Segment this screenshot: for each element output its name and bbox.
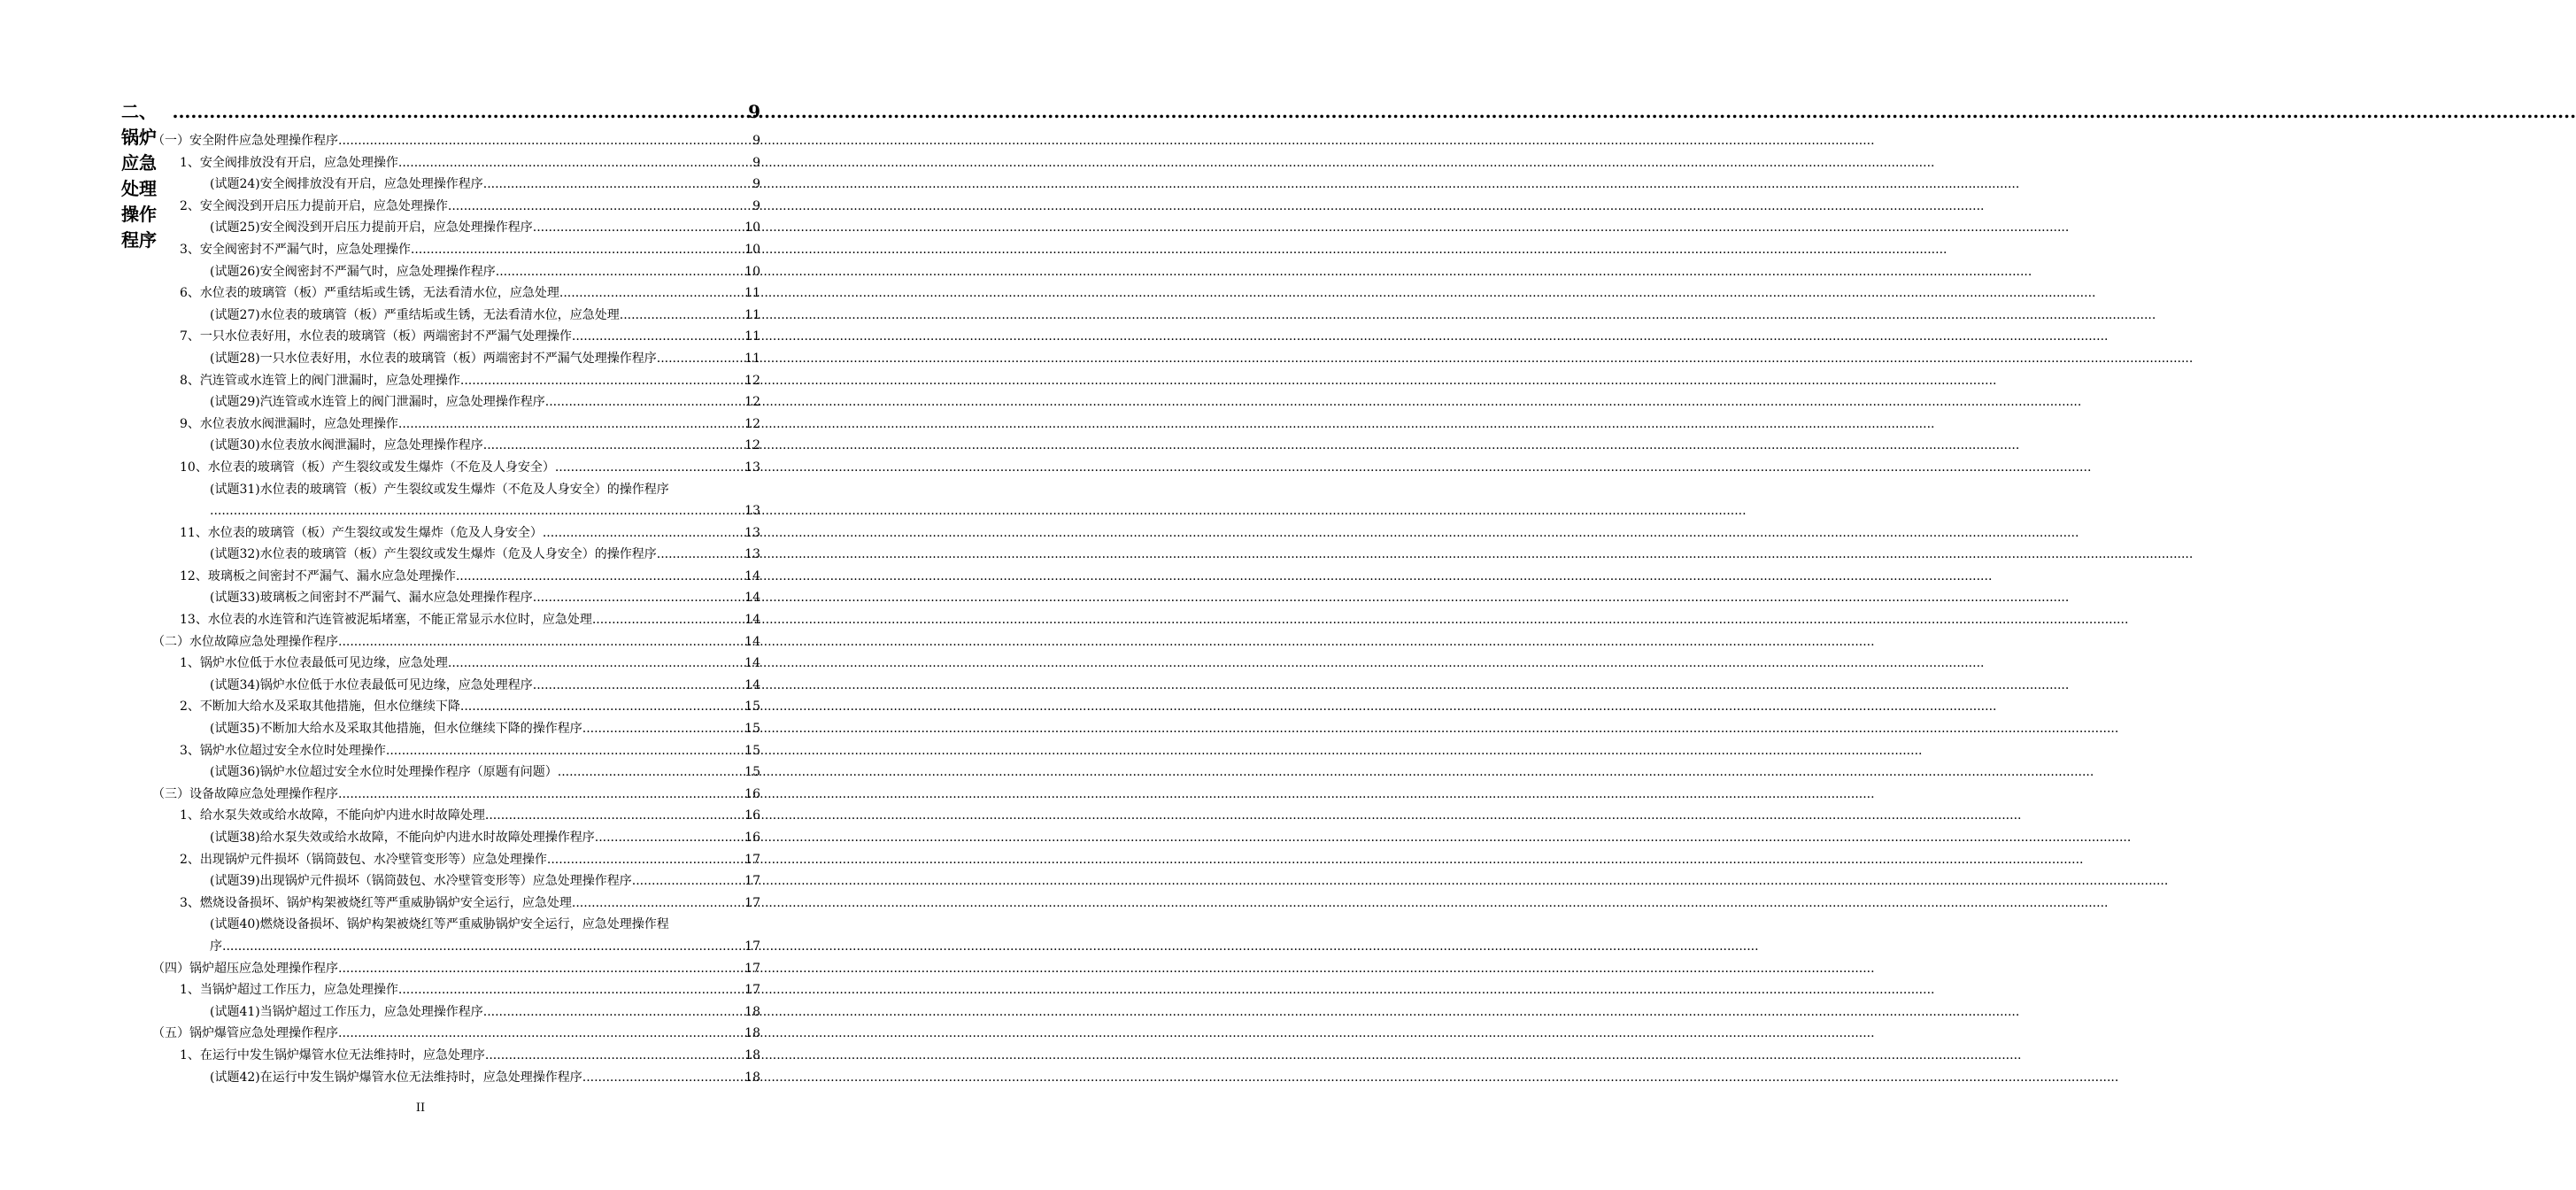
toc-entry-page: 17: [744, 874, 760, 889]
toc-leader-dots: [533, 675, 744, 697]
toc-heading-title: 二、锅炉应急处理操作程序: [121, 101, 157, 251]
toc-leader-dots: [545, 391, 744, 413]
toc-entry-title: (试题34)锅炉水位低于水位表最低可见边缘，应急处理程序: [210, 677, 533, 692]
toc-leader-dots: [456, 566, 744, 588]
toc-entry-page: 18: [744, 1004, 760, 1019]
toc-leader-dots: [448, 196, 752, 218]
toc-entry-title: (试题27)水位表的玻璃管（板）严重结垢或生锈，无法看清水位，应急处理: [210, 307, 620, 322]
toc-entry[interactable]: [0, 174, 760, 196]
toc-entry-page: 16: [744, 831, 760, 845]
toc-leader-dots: [448, 653, 744, 675]
toc-entry-title: （二）水位故障应急处理操作程序: [152, 634, 338, 649]
toc-entry-title: (试题39)出现锅炉元件损坏（锅筒鼓包、水冷壁管变形等）应急处理操作程序: [210, 874, 632, 889]
toc-entry-title: (试题35)不断加大给水及采取其他措施，但水位继续下降的操作程序: [210, 722, 582, 737]
toc-entry-page: 12: [744, 438, 760, 453]
toc-leader-dots: [657, 544, 744, 566]
toc-entry-page: 11: [744, 329, 760, 344]
toc-leader-dots: [222, 936, 744, 958]
toc-entry[interactable]: [0, 239, 760, 261]
toc-entry-title: 1、给水泵失效或给水故障，不能向炉内进水时故障处理: [180, 808, 485, 823]
toc-entry-title: （三）设备故障应急处理操作程序: [152, 786, 338, 801]
toc-entry-title: 13、水位表的水连管和汽连管被泥垢堵塞，不能正常显示水位时，应急处理: [180, 613, 592, 628]
toc-entry[interactable]: [0, 326, 760, 348]
toc-leader-dots: [558, 761, 744, 784]
toc-entry[interactable]: [0, 305, 760, 327]
toc-entry-page: 9: [752, 198, 760, 213]
toc-entry[interactable]: [0, 718, 760, 740]
toc-entry[interactable]: [0, 936, 760, 958]
toc-leader-dots: [460, 696, 744, 718]
toc-entry[interactable]: [0, 479, 760, 501]
toc-entry-page: 14: [744, 568, 760, 583]
toc-entry-page: 11: [744, 286, 760, 301]
toc-entry[interactable]: [0, 958, 760, 980]
toc-leader-dots: [483, 435, 744, 457]
toc-entry-page: 14: [744, 634, 760, 649]
toc-entry[interactable]: [0, 805, 760, 827]
toc-entry-title: (试题41)当锅炉超过工作压力，应急处理操作程序: [210, 1004, 483, 1019]
toc-entry[interactable]: [0, 784, 760, 806]
toc-entry-page: 16: [744, 786, 760, 801]
toc-entry-page: 15: [744, 743, 760, 758]
toc-leader-dots: [411, 239, 744, 261]
toc-entry[interactable]: [0, 696, 760, 718]
toc-entry[interactable]: [0, 566, 760, 588]
toc-entry-title: (试题26)安全阀密封不严漏气时，应急处理操作程序: [210, 264, 496, 279]
toc-leader-dots: [398, 979, 744, 1001]
toc-entry-title: (试题25)安全阀没到开启压力提前开启，应急处理操作程序: [210, 220, 533, 236]
toc-entry-title: 6、水位表的玻璃管（板）严重结垢或生锈，无法看清水位，应急处理: [180, 286, 559, 301]
toc-entry-page: 15: [744, 699, 760, 715]
toc-entry-page: 13: [744, 504, 760, 519]
toc-entry[interactable]: [0, 152, 760, 174]
toc-entry-title: 2、安全阀没到开启压力提前开启，应急处理操作: [180, 198, 448, 213]
toc-entry[interactable]: [0, 391, 760, 413]
toc-entry[interactable]: [0, 435, 760, 457]
toc-entry-page: 9: [752, 155, 760, 170]
toc-entry[interactable]: [0, 348, 760, 370]
toc-leader-dots: [485, 1045, 744, 1067]
toc-entry[interactable]: [0, 761, 760, 784]
toc-entry-title: (试题28)一只水位表好用，水位表的玻璃管（板）两端密封不严漏气处理操作程序: [210, 351, 657, 366]
toc-leader-dots: [657, 348, 744, 370]
page-number-footer: II: [415, 1101, 426, 1115]
toc-entry-title: 3、燃烧设备损坏、锅炉构架被烧红等严重威胁锅炉安全运行，应急处理: [180, 895, 572, 910]
toc-entry-page: 11: [744, 351, 760, 366]
toc-entry-title: （一）安全附件应急处理操作程序: [152, 134, 338, 148]
toc-heading-page: 9: [748, 101, 760, 122]
toc-entry[interactable]: [0, 979, 760, 1001]
toc-entry-title: 2、出现锅炉元件损坏（锅筒鼓包、水冷壁管变形等）应急处理操作: [180, 852, 547, 867]
toc-entry[interactable]: [0, 631, 760, 653]
toc-entry-page: 17: [744, 983, 760, 998]
toc-leader-dots: [632, 870, 744, 892]
toc-entry-page: 14: [744, 591, 760, 606]
toc-leader-dots: [592, 609, 744, 631]
toc-entry-page: 13: [744, 460, 760, 475]
toc-leader-dots: [338, 958, 744, 980]
toc-entry-title: (试题24)安全阀排放没有开启，应急处理操作程序: [210, 177, 483, 192]
toc-leader-dots: [485, 805, 744, 827]
toc-entry[interactable]: [0, 675, 760, 697]
toc-leader-dots: [398, 152, 752, 174]
toc-leader-dots: [572, 892, 744, 915]
toc-entry[interactable]: [0, 870, 760, 892]
toc-entry-title: 1、安全阀排放没有开启，应急处理操作: [180, 155, 398, 170]
toc-entry-page: 13: [744, 525, 760, 540]
toc-entry-page: 14: [744, 656, 760, 671]
toc-entry-title: 2、不断加大给水及采取其他措施，但水位继续下降: [180, 699, 460, 715]
toc-entry-title: (试题32)水位表的玻璃管（板）产生裂纹或发生爆炸（危及人身安全）的操作程序: [210, 547, 657, 562]
toc-entry-page: 9: [752, 177, 760, 192]
toc-entry-page: 17: [744, 961, 760, 976]
toc-leader-dots: [595, 827, 744, 849]
toc-entry-page: 15: [744, 765, 760, 780]
toc-entry-title: (试题29)汽连管或水连管上的阀门泄漏时，应急处理操作程序: [210, 395, 545, 410]
toc-entry[interactable]: [0, 1067, 760, 1089]
toc-entry-page: 16: [744, 808, 760, 823]
toc-entry-page: 12: [744, 373, 760, 388]
toc-entry-title: (试题36)锅炉水位超过安全水位时处理操作程序（原题有问题）: [210, 765, 558, 780]
toc-entry-page: 17: [744, 895, 760, 910]
toc-leader-dots: [620, 305, 744, 327]
toc-entry-title: （五）锅炉爆管应急处理操作程序: [152, 1026, 338, 1041]
toc-leader-dots: [496, 261, 744, 283]
toc-entry[interactable]: [0, 609, 760, 631]
toc-leader-dots: [547, 849, 744, 871]
toc-leader-dots: [338, 631, 744, 653]
toc-entry-page: 15: [744, 722, 760, 737]
toc-entry-page: 12: [744, 395, 760, 410]
toc-entry-title: 1、锅炉水位低于水位表最低可见边缘，应急处理: [180, 656, 448, 671]
toc-entry[interactable]: [0, 849, 760, 871]
toc-leader-dots: [483, 1001, 744, 1024]
toc-leader-dots: [582, 1067, 744, 1089]
toc-entry[interactable]: [0, 1045, 760, 1067]
toc-entry-page: 10: [744, 220, 760, 236]
toc-entry-title: 3、锅炉水位超过安全水位时处理操作: [180, 743, 386, 758]
toc-entry-title: 7、一只水位表好用，水位表的玻璃管（板）两端密封不严漏气处理操作: [180, 329, 572, 344]
toc-entry-title: （四）锅炉超压应急处理操作程序: [152, 961, 338, 976]
toc-entry-page: 17: [744, 939, 760, 954]
toc-leader-dots: [338, 784, 744, 806]
toc-leader-dots: [483, 174, 752, 196]
toc-entry[interactable]: [0, 217, 760, 239]
toc-entry-page: 11: [744, 307, 760, 322]
toc-entry[interactable]: [0, 914, 760, 936]
toc-entry-page: 18: [744, 1047, 760, 1062]
toc-leader-dots: [338, 1023, 744, 1045]
toc-entry-page: 9: [752, 134, 760, 148]
toc-entry[interactable]: [0, 370, 760, 392]
toc-leader-dots: [386, 740, 744, 762]
table-of-contents: [0, 130, 841, 1088]
toc-leader-dots: [173, 101, 749, 122]
toc-entry[interactable]: [0, 827, 760, 849]
toc-entry-title: 9、水位表放水阀泄漏时，应急处理操作: [180, 416, 398, 431]
toc-entry[interactable]: [0, 500, 760, 522]
toc-leader-dots: [533, 217, 744, 239]
toc-entry[interactable]: [0, 196, 760, 218]
toc-entry-page: 12: [744, 416, 760, 431]
toc-entry[interactable]: [0, 413, 760, 436]
toc-entry[interactable]: [0, 1023, 760, 1045]
toc-entry-page: 18: [744, 1070, 760, 1085]
toc-entry-title: 3、安全阀密封不严漏气时，应急处理操作: [180, 242, 411, 257]
toc-leader-dots: [533, 587, 744, 609]
toc-entry-title: 10、水位表的玻璃管（板）产生裂纹或发生爆炸（不危及人身安全）: [180, 460, 555, 475]
toc-entry-title: 1、在运行中发生锅炉爆管水位无法维持时，应急处理序: [180, 1047, 485, 1062]
toc-entry-title: (试题42)在运行中发生锅炉爆管水位无法维持时，应急处理操作程序: [210, 1070, 582, 1085]
toc-leader-dots: [582, 718, 744, 740]
toc-entry-title: (试题38)给水泵失效或给水故障，不能向炉内进水时故障处理操作程序: [210, 831, 595, 845]
toc-entry[interactable]: [0, 544, 760, 566]
toc-leader-dots: [555, 457, 744, 479]
toc-entry-title: (试题31)水位表的玻璃管（板）产生裂纹或发生爆炸（不危及人身安全）的操作程序: [210, 482, 669, 497]
toc-entry-page: 10: [744, 242, 760, 257]
toc-entry-title: (试题40)燃烧设备损坏、锅炉构架被烧红等严重威胁锅炉安全运行，应急处理操作程: [210, 917, 669, 932]
toc-entry[interactable]: [0, 892, 760, 915]
toc-leader-dots: [572, 326, 744, 348]
toc-leader-dots: [559, 282, 744, 305]
toc-leader-dots: [398, 413, 744, 436]
toc-entry[interactable]: [0, 653, 760, 675]
toc-entry-page: 18: [744, 1026, 760, 1041]
toc-leader-dots: [338, 130, 752, 152]
toc-entry-title: 11、水位表的玻璃管（板）产生裂纹或发生爆炸（危及人身安全）: [180, 525, 543, 540]
toc-entry-page: 14: [744, 613, 760, 628]
toc-entry[interactable]: [0, 261, 760, 283]
toc-entry-title: 序: [210, 939, 222, 954]
toc-entry-page: 13: [744, 547, 760, 562]
toc-entry-page: 17: [744, 852, 760, 867]
toc-entry[interactable]: [0, 282, 760, 305]
toc-entry-title: (试题33)玻璃板之间密封不严漏气、漏水应急处理操作程序: [210, 591, 533, 606]
toc-entry-page: 10: [744, 264, 760, 279]
toc-entry-title: (试题30)水位表放水阀泄漏时，应急处理操作程序: [210, 438, 483, 453]
toc-entry[interactable]: [0, 740, 760, 762]
toc-entry-page: 14: [744, 677, 760, 692]
toc-leader-dots: [210, 500, 744, 522]
toc-leader-dots: [460, 370, 744, 392]
toc-entry[interactable]: [0, 587, 760, 609]
toc-entry[interactable]: [0, 522, 760, 545]
toc-entry-title: 1、当锅炉超过工作压力，应急处理操作: [180, 983, 398, 998]
toc-entry-title: 8、汽连管或水连管上的阀门泄漏时，应急处理操作: [180, 373, 460, 388]
toc-entry[interactable]: [0, 1001, 760, 1024]
toc-entry-title: 12、玻璃板之间密封不严漏气、漏水应急处理操作: [180, 568, 456, 583]
toc-entry[interactable]: [0, 130, 760, 152]
toc-leader-dots: [543, 522, 744, 545]
document-page: [0, 0, 841, 1190]
toc-entry[interactable]: [0, 457, 760, 479]
